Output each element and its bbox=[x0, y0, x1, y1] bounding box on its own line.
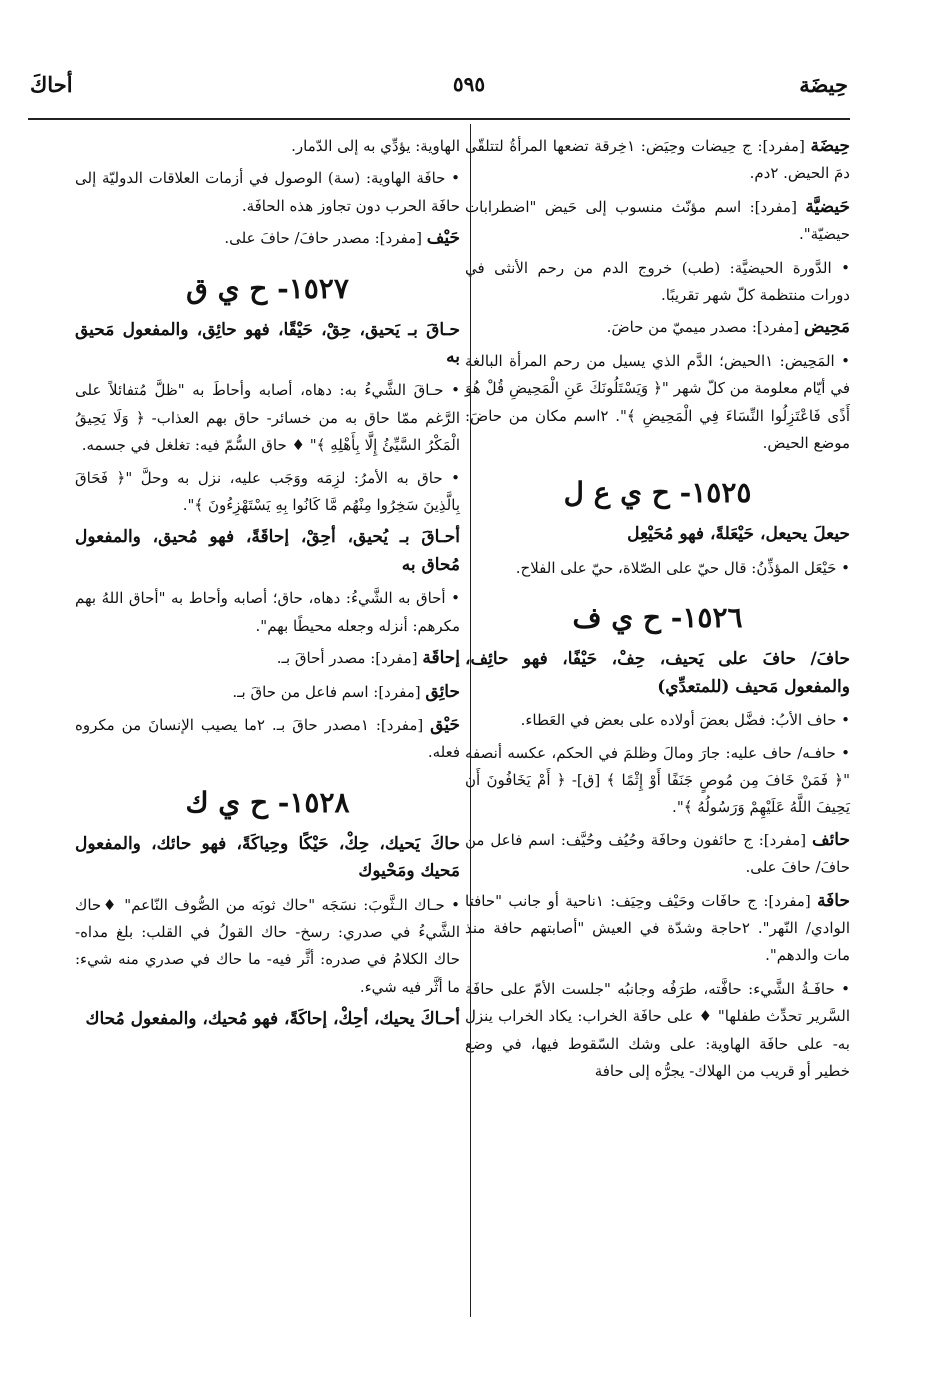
entry-definition: [مفرد]: اسم مؤنّث منسوب إلى حَيض "اضطرابات حيضيّة". bbox=[465, 197, 850, 244]
verb-heading: حيعلَ يحيعل، حَيْعَلةً، فهو مُحَيْعِل bbox=[627, 524, 850, 545]
entry-definition: [مفرد]: مصدر ميميّ من حاضَ. bbox=[606, 318, 804, 337]
sub-entry: • الدَّورة الحيضيَّة: (طب) خروج الدم من رحم الأنثى في دورات منتظمة كلّ شهر تقريبًا. bbox=[465, 258, 850, 305]
root-heading: ١٥٢٦- ح ي ف bbox=[572, 601, 743, 635]
root-heading: ١٥٢٥- ح ي ع ل bbox=[563, 476, 752, 510]
dictionary-entry bbox=[75, 225, 460, 252]
entry-headword: حَيْق bbox=[430, 714, 460, 735]
header-guide-word-right: حِيضَة bbox=[799, 72, 848, 97]
verb-heading: أحـاقَ بـ يُحيق، أحِقْ، إحاقَةً، فهو مُحيق، والمفعول مُحاق به bbox=[75, 527, 460, 575]
sub-entry: • حاق به الأمرُ: لزِمَه ووَجَب عليه، نزل به وحلَّ "﴿ فَحَاقَ بِالَّذِينَ سَخِرُوا مِنْهُم مَّا كَانُوا بِهِ يَسْتَهْزِءُونَ ﴾". bbox=[75, 468, 460, 515]
verb-heading: حاكَ يَحيك، حِكْ، حَيْكًا وحِياكَةً، فهو حائك، والمفعول مَحيك ومَحْيوك bbox=[75, 833, 460, 882]
sub-entry: • حَيْعَل المؤذِّنُ: قال حيّ على الصّلاة، حيّ على الفلاح. bbox=[515, 558, 850, 577]
entry-definition: [مفرد]: ج حِيضات وحِيَض: ١خِرقة تضعها المرأةُ لتتلقّى دمَ الحيض. ٢دم. bbox=[465, 137, 850, 183]
sub-entry: • حافـه/ حاف عليه: جارَ ومالَ وظلمَ في الحكم، عكسه أنصفه "﴿ فَمَنْ خَافَ مِن مُوصٍ جَنَفًا أَوْ إِثْمًا ﴾ [ق]- ﴿ أَمْ يَخَافُونَ أَن يَحِيفَ اللَّهُ عَلَيْهِمْ وَرَسُولُهُ ﴾". bbox=[465, 743, 850, 817]
entry-headword: حِيضَة bbox=[810, 136, 850, 156]
root-heading: ١٥٢٧- ح ي ق bbox=[186, 271, 349, 305]
sub-entry: • حافَة الهاوية: (سة) الوصول في أزمات العلاقات الدوليّة إلى حافَة الحرب دون تجاوز هذه الحافَة. bbox=[75, 169, 460, 215]
verb-heading: حافَ/ حافَ على يَحيف، حِفْ، حَيْفًا، فهو حائِف، والمفعول مَحيف (للمتعدِّي) bbox=[465, 649, 850, 697]
entry-definition: [مفرد]: مصدر أحاقَ بـ. bbox=[276, 649, 423, 668]
sub-entry: • حـاك الـثَّوبَ: نسَجَه "حاك ثوبَه من الصُّوف النّاعم" ♦حاك الشَّيءُ في صدري: رسخ- حاك القولُ في القلب: بلغ مداه- حاك الكلامُ في صدره: أثَّر فيه- ما حاك في صدري منه شيء: ما أثَّر فيه شيء. bbox=[75, 895, 460, 996]
entry-headword: مَحِيض bbox=[803, 317, 850, 338]
entry-definition: [مفرد]: ١مصدر حاقَ بـ. ٢ما يصيب الإنسانَ من مكروه فعله. bbox=[75, 715, 460, 762]
right-column bbox=[465, 133, 850, 1090]
page-number: ٥٩٥ bbox=[452, 72, 486, 96]
entry-headword: حائف bbox=[811, 829, 850, 850]
sub-entry: الهاوية: يؤدِّي به إلى الدّمار. bbox=[291, 137, 460, 155]
entry-headword: إحاقَة bbox=[422, 648, 460, 669]
header-rule bbox=[28, 118, 850, 120]
sub-entry: • أحاق به الشَّيءُ: دهاه، حاق؛ أصابه وأحاط به "أحاق اللهُ بهم مكرهم: أنزله وجعله محيطًا بهم". bbox=[75, 589, 460, 635]
header-guide-word-left: أحاكَ bbox=[30, 72, 73, 97]
left-column bbox=[75, 133, 460, 1040]
entry-definition: [مفرد]: ج حائفون وحافَة وحُيُف وحُيَّف: اسم فاعل من حافَ/ حافَ على. bbox=[465, 830, 850, 877]
dictionary-entry bbox=[465, 888, 850, 970]
verb-heading: أحـاكَ يحيك، أحِكْ، إحاكَةً، فهو مُحيك، والمفعول مُحاك bbox=[85, 1009, 460, 1030]
dictionary-entry bbox=[75, 712, 460, 767]
dictionary-entry bbox=[465, 827, 850, 882]
dictionary-entry bbox=[465, 194, 850, 249]
entry-headword: حَيْف bbox=[426, 228, 460, 249]
dictionary-entry bbox=[75, 679, 460, 706]
sub-entry: • حاف الأبُ: فضَّل بعضَ أولاده على بعض في العَطاء. bbox=[520, 711, 850, 730]
dictionary-entry bbox=[465, 133, 850, 188]
entry-definition: [مفرد]: اسم فاعل من حاقَ بـ. bbox=[232, 682, 426, 701]
entry-headword: حائِق bbox=[425, 681, 460, 702]
sub-entry: • حافَـةُ الشَّيء: حافَّته، طرَفُه وجانبُه "جلست الأمّ على حافَة السَّرير تحدِّث طفلها" ♦ على حافَة الخراب: يكاد الخراب ينزل به- على حافَة الهاوية: على وشك السّقوط فيها، في وضع خطير أو قريب من الهلاك- يجرُّه إلى حافة bbox=[465, 979, 850, 1080]
sub-entry: • المَحِيض: ١الحيض؛ الدَّم الذي يسيل من رحم المرأة البالغة في أيّام معلومة من كلّ شهر "﴿ وَيَسْتَلُونَكَ عَنِ الْمَحِيضِ قُلْ هُوَ أَذًى فَاعْتَزِلُوا النِّسَاءَ فِي الْمَحِيضِ ﴾". ٢اسم مكان من حاضَ: موضع الحيض. bbox=[465, 351, 850, 453]
column-divider bbox=[470, 124, 471, 1317]
dictionary-entry bbox=[75, 645, 460, 672]
entry-definition: [مفرد]: ج حافَات وحَيْف وحِيَف: ١ناحية أو جانب "حافتا الوادي/ النّهر". ٢حاجة وشدّة في العيش "أصابتهم حافة منذ مات والدهم". bbox=[465, 891, 850, 965]
verb-heading: حـاقَ بـ يَحيق، حِقْ، حَيْقًا، فهو حائِق، والمفعول مَحيق به bbox=[75, 319, 460, 368]
dictionary-entry bbox=[465, 314, 850, 341]
entry-headword: حافَة bbox=[817, 890, 850, 911]
sub-entry: • حـاقَ الشَّيءُ به: دهاه، أصابه وأحاطَ به "ظلَّ مُتفائلاً على الرَّغم ممّا حاق به من خسائر- حاق بهم العذاب- ﴿ وَلَا يَحِيقُ الْمَكْرُ السَّيِّئُ إِلَّا بِأَهْلِهِ ﴾" ♦ حاق السُّمّ فيه: تغلغل في جسمه. bbox=[75, 381, 460, 455]
entry-definition: [مفرد]: مصدر حافَ/ حافَ على. bbox=[224, 229, 427, 248]
root-heading: ١٥٢٨- ح ي ك bbox=[185, 785, 350, 819]
entry-headword: حَيضيَّة bbox=[805, 196, 850, 217]
